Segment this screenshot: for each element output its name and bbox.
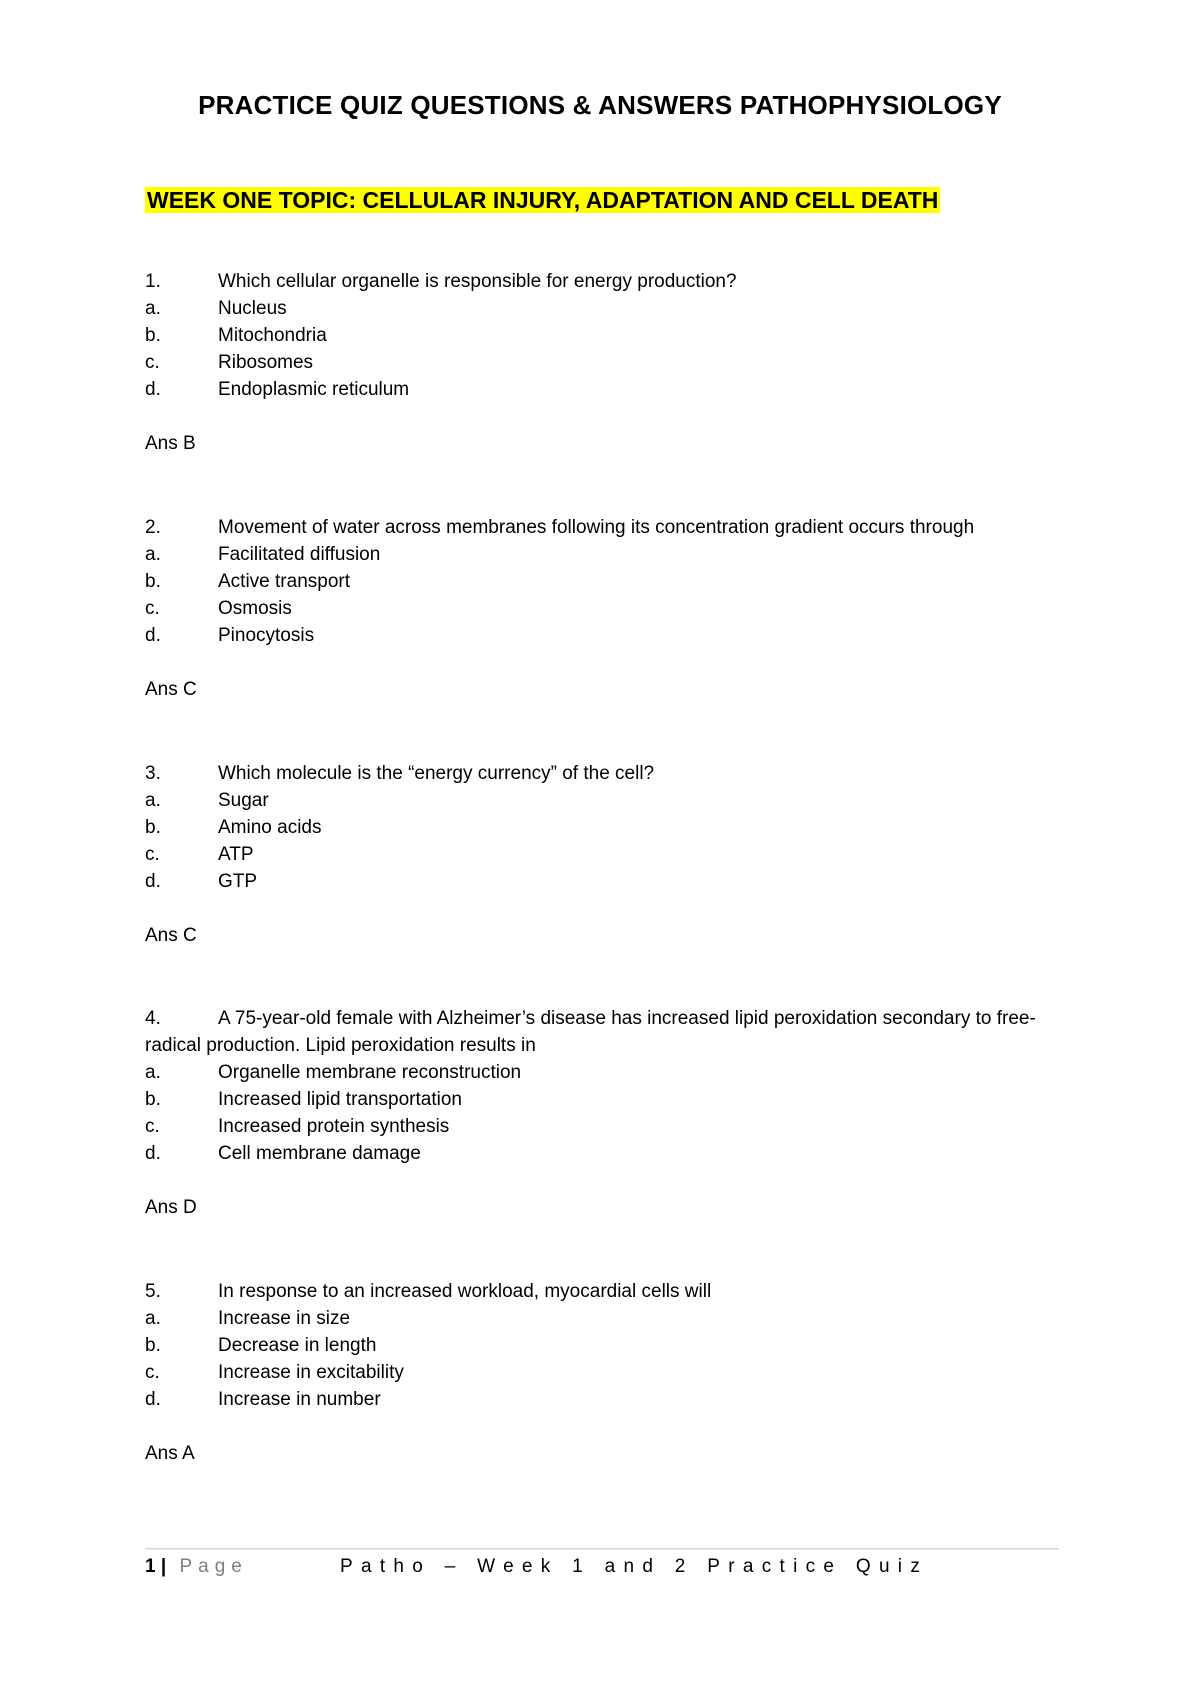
option-letter: d.	[145, 871, 161, 892]
option-letter: a.	[145, 790, 161, 811]
option-text: Increase in excitability	[218, 1362, 404, 1383]
option-item	[145, 568, 1050, 595]
option-item	[145, 1386, 1050, 1413]
option-letter: c.	[145, 1116, 160, 1137]
option-text: Decrease in length	[218, 1335, 377, 1356]
question-block	[145, 1005, 1050, 1221]
option-letter: d.	[145, 625, 161, 646]
question-text: Which molecule is the “energy currency” of the cell?	[218, 763, 655, 784]
option-item	[145, 541, 1050, 568]
option-item	[145, 1140, 1050, 1167]
option-item	[145, 1305, 1050, 1332]
page-label: Page	[179, 1556, 248, 1577]
option-item	[145, 1113, 1050, 1140]
option-text: Increased lipid transportation	[218, 1089, 462, 1110]
option-letter: c.	[145, 352, 160, 373]
question-text: Movement of water across membranes following its concentration gradient occurs through	[218, 517, 975, 538]
question-block	[145, 1278, 1050, 1467]
option-item	[145, 595, 1050, 622]
option-item	[145, 1359, 1050, 1386]
option-letter: a.	[145, 298, 161, 319]
question-block	[145, 514, 1050, 703]
question-line	[145, 268, 1050, 295]
footer-document-title: Patho – Week 1 and 2 Practice Quiz	[340, 1556, 929, 1577]
option-letter: b.	[145, 325, 161, 346]
option-item	[145, 376, 1050, 403]
option-item	[145, 1059, 1050, 1086]
option-text: Organelle membrane reconstruction	[218, 1062, 522, 1083]
option-text: Active transport	[218, 571, 350, 592]
option-letter: a.	[145, 1308, 161, 1329]
week-topic-highlight: WEEK ONE TOPIC: CELLULAR INJURY, ADAPTATION AND CELL DEATH	[147, 187, 939, 213]
question-number: 5.	[145, 1281, 161, 1302]
option-item	[145, 295, 1050, 322]
option-text: Sugar	[218, 790, 269, 811]
option-text: Facilitated diffusion	[218, 544, 381, 565]
option-letter: b.	[145, 1335, 161, 1356]
question-line	[145, 514, 1050, 541]
answer-key: Ans B	[145, 433, 196, 454]
answer-key: Ans C	[145, 925, 197, 946]
option-item	[145, 868, 1050, 895]
option-letter: d.	[145, 1143, 161, 1164]
page-footer	[145, 1554, 1059, 1580]
question-number: 4.	[145, 1008, 161, 1029]
option-item	[145, 1332, 1050, 1359]
option-text: Increased protein synthesis	[218, 1116, 450, 1137]
question-line	[145, 1005, 1050, 1059]
option-text: Nucleus	[218, 298, 287, 319]
question-line	[145, 760, 1050, 787]
option-letter: d.	[145, 379, 161, 400]
option-letter: d.	[145, 1389, 161, 1410]
option-letter: a.	[145, 1062, 161, 1083]
answer-key: Ans A	[145, 1443, 195, 1464]
option-item	[145, 322, 1050, 349]
question-text: Which cellular organelle is responsible for energy production?	[218, 271, 737, 292]
question-number: 1.	[145, 271, 161, 292]
option-item	[145, 1086, 1050, 1113]
question-text: A 75-year-old female with Alzheimer’s disease has increased lipid peroxidation secondary to free-radical production. Lipid peroxidation results in	[145, 1008, 1036, 1056]
question-line	[145, 1278, 1050, 1305]
option-text: Pinocytosis	[218, 625, 315, 646]
option-text: Ribosomes	[218, 352, 314, 373]
option-text: Increase in size	[218, 1308, 351, 1329]
answer-key: Ans C	[145, 679, 197, 700]
question-number: 3.	[145, 763, 161, 784]
option-letter: c.	[145, 1362, 160, 1383]
option-item	[145, 787, 1050, 814]
question-block	[145, 760, 1050, 949]
option-text: Increase in number	[218, 1389, 381, 1410]
option-item	[145, 841, 1050, 868]
answer-key: Ans D	[145, 1197, 197, 1218]
question-number: 2.	[145, 517, 161, 538]
option-item	[145, 349, 1050, 376]
option-letter: c.	[145, 844, 160, 865]
page-number: 1	[145, 1556, 156, 1577]
option-text: Mitochondria	[218, 325, 327, 346]
option-letter: c.	[145, 598, 160, 619]
option-item	[145, 622, 1050, 649]
question-text: In response to an increased workload, myocardial cells will	[218, 1281, 712, 1302]
footer-divider	[145, 1548, 1059, 1549]
option-letter: b.	[145, 817, 161, 838]
option-text: Endoplasmic reticulum	[218, 379, 410, 400]
document-title: PRACTICE QUIZ QUESTIONS & ANSWERS PATHOPHYSIOLOGY	[198, 90, 1002, 120]
option-text: Osmosis	[218, 598, 292, 619]
footer-separator: |	[160, 1556, 167, 1577]
option-text: ATP	[218, 844, 254, 865]
option-text: GTP	[218, 871, 258, 892]
option-text: Cell membrane damage	[218, 1143, 421, 1164]
option-letter: b.	[145, 1089, 161, 1110]
option-item	[145, 814, 1050, 841]
option-letter: b.	[145, 571, 161, 592]
question-block	[145, 268, 1050, 457]
option-text: Amino acids	[218, 817, 322, 838]
week-topic-heading	[145, 183, 940, 217]
option-letter: a.	[145, 544, 161, 565]
